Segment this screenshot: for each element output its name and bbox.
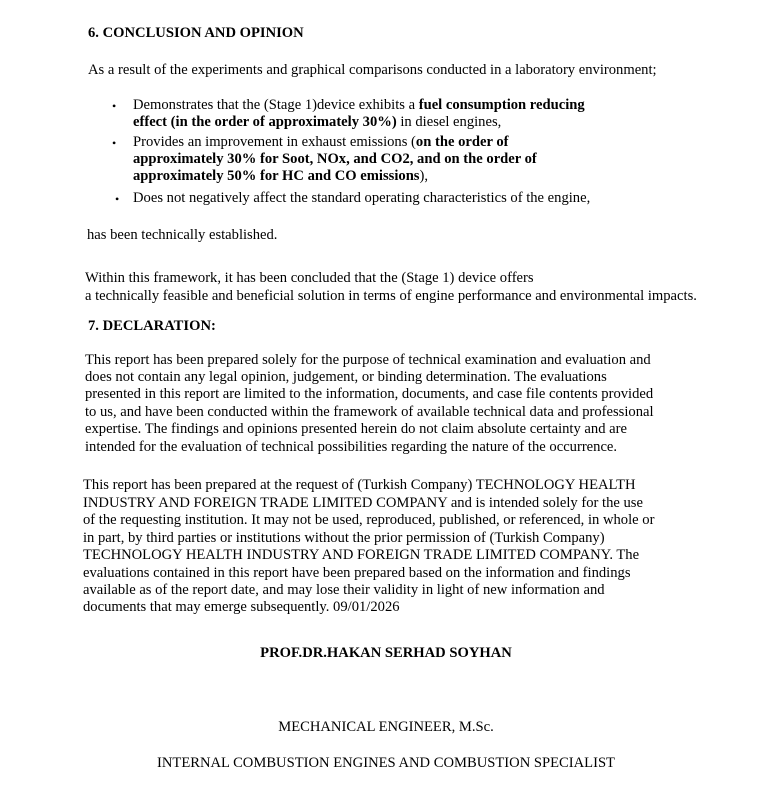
framework-line-1: Within this framework, it has been concluded that the (Stage 1) device offers: [85, 270, 534, 286]
signatory-name: PROF.DR.HAKAN SERHAD SOYHAN: [260, 645, 512, 661]
signatory-title-2: INTERNAL COMBUSTION ENGINES AND COMBUSTION SPECIALIST: [157, 755, 615, 771]
declaration-para-2-line: available as of the report date, and may lose their validity in light of new information and: [83, 582, 605, 598]
declaration-para-1-line: does not contain any legal opinion, judgement, or binding determination. The evaluations: [85, 369, 607, 385]
declaration-para-1-line: presented in this report are limited to the information, documents, and case file contents provided: [85, 386, 654, 402]
declaration-para-2-line: INDUSTRY AND FOREIGN TRADE LIMITED COMPANY and is intended solely for the use: [83, 495, 643, 511]
declaration-para-1-line: expertise. The findings and opinions presented herein do not claim absolute certainty and are: [85, 421, 627, 437]
declaration-para-1-line: This report has been prepared solely for the purpose of technical examination and evaluation and: [85, 352, 651, 368]
declaration-para-1-line: to us, and have been conducted within the framework of available technical data and professional: [85, 404, 654, 420]
bullet-3: Does not negatively affect the standard operating characteristics of the engine,: [133, 190, 591, 206]
signatory-title-1: MECHANICAL ENGINEER, M.Sc.: [278, 719, 494, 735]
declaration-para-2-line: TECHNOLOGY HEALTH INDUSTRY AND FOREIGN TRADE LIMITED COMPANY. The: [83, 547, 640, 563]
bullet-2-line-1: Provides an improvement in exhaust emissions (on the order of: [133, 134, 509, 150]
bullet-2-line-2: approximately 30% for Soot, NOx, and CO2, and on the order of: [133, 151, 537, 167]
bullet-icon: •: [112, 136, 117, 150]
declaration-para-2-line: in part, by third parties or institutions without the prior permission of (Turkish Company): [83, 530, 605, 546]
bullet-1-line-1: Demonstrates that the (Stage 1)device exhibits a fuel consumption reducing: [133, 97, 585, 113]
declaration-para-2-line: of the requesting institution. It may not be used, reproduced, published, or referenced, in whole or: [83, 512, 655, 528]
declaration-para-2-line: evaluations contained in this report have been prepared based on the information and findings: [83, 565, 631, 581]
framework-line-2: a technically feasible and beneficial solution in terms of engine performance and environmental impacts.: [85, 288, 697, 304]
section-7-heading: 7. DECLARATION:: [88, 318, 216, 334]
bullet-2-line-3: approximately 50% for HC and CO emissions),: [133, 168, 429, 184]
section-6-closing: has been technically established.: [87, 227, 278, 243]
section-6-intro: As a result of the experiments and graphical comparisons conducted in a laboratory environment;: [88, 62, 657, 78]
bullet-icon: •: [112, 99, 117, 113]
declaration-para-1-line: intended for the evaluation of technical possibilities regarding the nature of the occurrence.: [85, 439, 618, 455]
bullet-icon: •: [115, 192, 120, 206]
declaration-para-2-line: This report has been prepared at the request of (Turkish Company) TECHNOLOGY HEALTH: [83, 477, 636, 493]
declaration-para-2-line: documents that may emerge subsequently. 09/01/2026: [83, 599, 400, 615]
section-6-heading: 6. CONCLUSION AND OPINION: [88, 25, 304, 41]
bullet-1-line-2: effect (in the order of approximately 30%) in diesel engines,: [133, 114, 502, 130]
